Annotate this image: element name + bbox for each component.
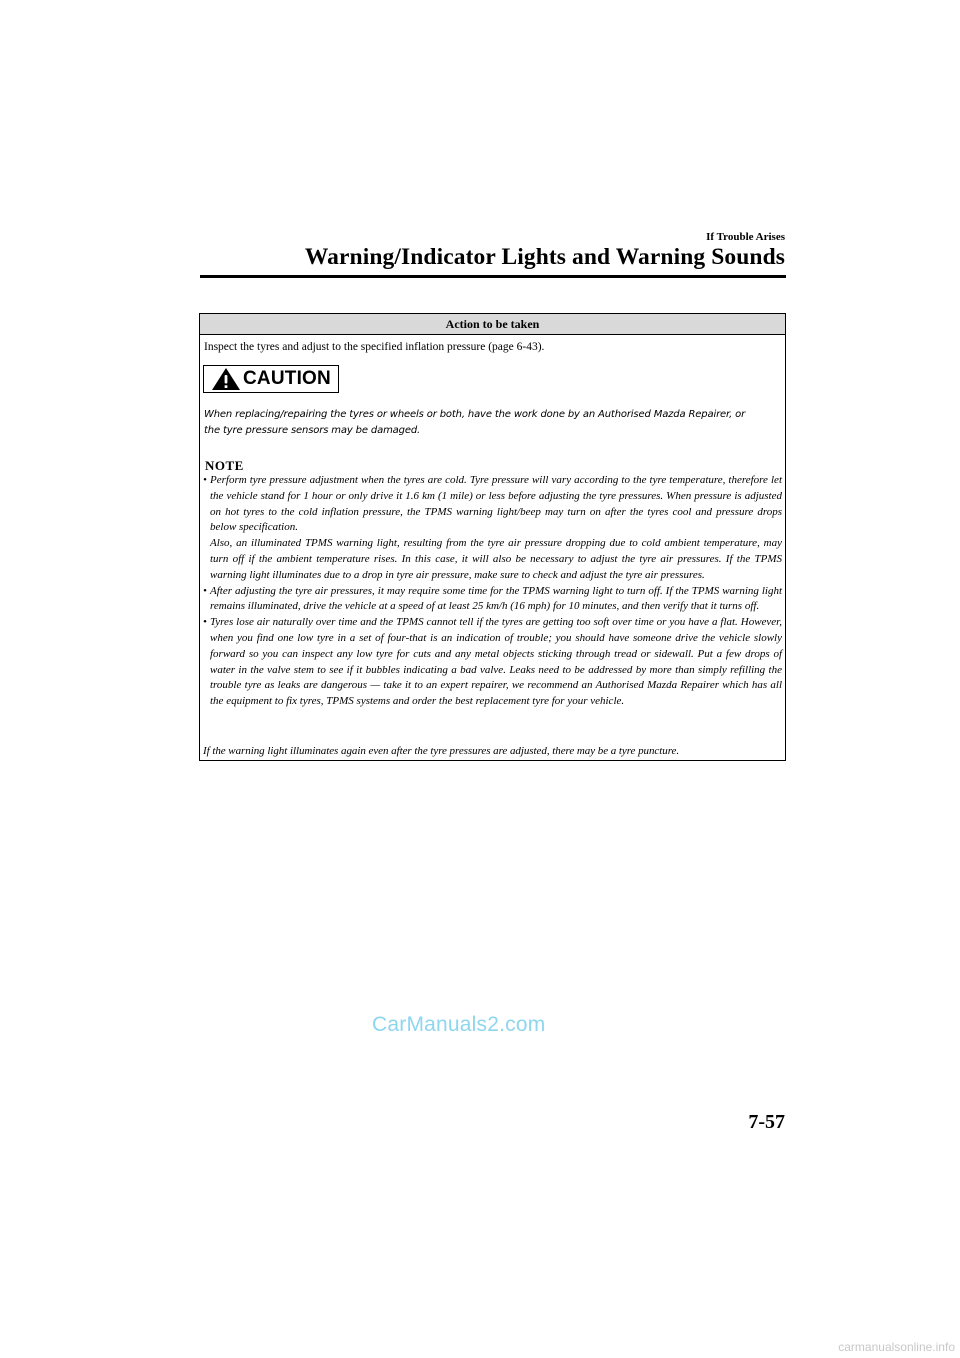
puncture-note: If the warning light illuminates again even after the tyre pressures are adjusted, there may be a tyre puncture. [203,745,680,757]
note-item [200,584,785,616]
note-item [200,473,785,584]
caution-text-line: the tyre pressure sensors may be damaged. [204,425,421,436]
note-list [200,473,785,710]
page-title: Warning/Indicator Lights and Warning Sounds [304,244,785,270]
bullet: • [203,474,207,486]
caution-text-line: When replacing/repairing the tyres or wheels or both, have the work done by an Authorised Mazda Repairer, or [204,409,746,420]
note-item [200,615,785,710]
caution-label: CAUTION [243,368,331,389]
header-divider [200,275,786,278]
action-panel [199,313,786,761]
note-subparagraph: Also, an illuminated TPMS warning light, resulting from the tyre air pressure dropping due to cold ambient temperature, may turn off if the ambient temperature rises. In this case, it will also be necessary to adjust the tyre air pressures. If the TPMS warning light illuminates due to a drop in tyre air pressure, make sure to check and adjust the tyre air pressures. [210,537,782,581]
watermark-logo: CarManuals2.com [372,1013,546,1036]
note-label: NOTE [205,458,244,473]
page-number: 7-57 [748,1111,785,1133]
bullet: • [203,584,207,597]
section-label: If Trouble Arises [706,231,785,243]
inspect-instruction: Inspect the tyres and adjust to the specified inflation pressure (page 6-43). [204,341,545,353]
bullet: • [203,616,207,629]
caution-text [204,407,782,439]
note-text: After adjusting the tyre air pressures, it may require some time for the TPMS warning light to turn off. If the TPMS warning light remains illuminated, drive the vehicle at a speed of at least 25 km/h (16 mph) for 10 minutes, and then verify that it turns off. [210,584,782,613]
note-text: Perform tyre pressure adjustment when the tyres are cold. Tyre pressure will vary according to the tyre temperature, therefore let the vehicle stand for 1 hour or only drive it 1.6 km (1 mile) or less before adjusting the tyre pressures. When pressure is adjusted on hot tyres to the cold inflation pressure, the TPMS warning light/beep may turn on after the tyres cool and pressure drops below specification. [210,474,782,534]
note-text: Tyres lose air naturally over time and the TPMS cannot tell if the tyres are getting too soft over time or you have a flat. However, when you find one low tyre in a set of four-that is an indication of trouble; you should have someone drive the vehicle slowly forward so you can inspect any low tyre for cuts and any metal objects sticking through tread or sidewall. Put a few drops of water in the valve stem to see if it bubbles indicating a bad valve. Leaks need to be addressed by more than simply refilling the trouble tyre as leaks are dangerous — take it to an expert repairer, we recommend an Authorised Mazda Repairer which has all the equipment to fix tyres, TPMS systems and order the best replacement tyre for your vehicle. [210,616,782,708]
warning-triangle-icon [209,367,243,391]
panel-heading: Action to be taken [200,314,785,335]
footer-watermark: carmanualsonline.info [838,1340,955,1354]
caution-banner [203,365,339,393]
